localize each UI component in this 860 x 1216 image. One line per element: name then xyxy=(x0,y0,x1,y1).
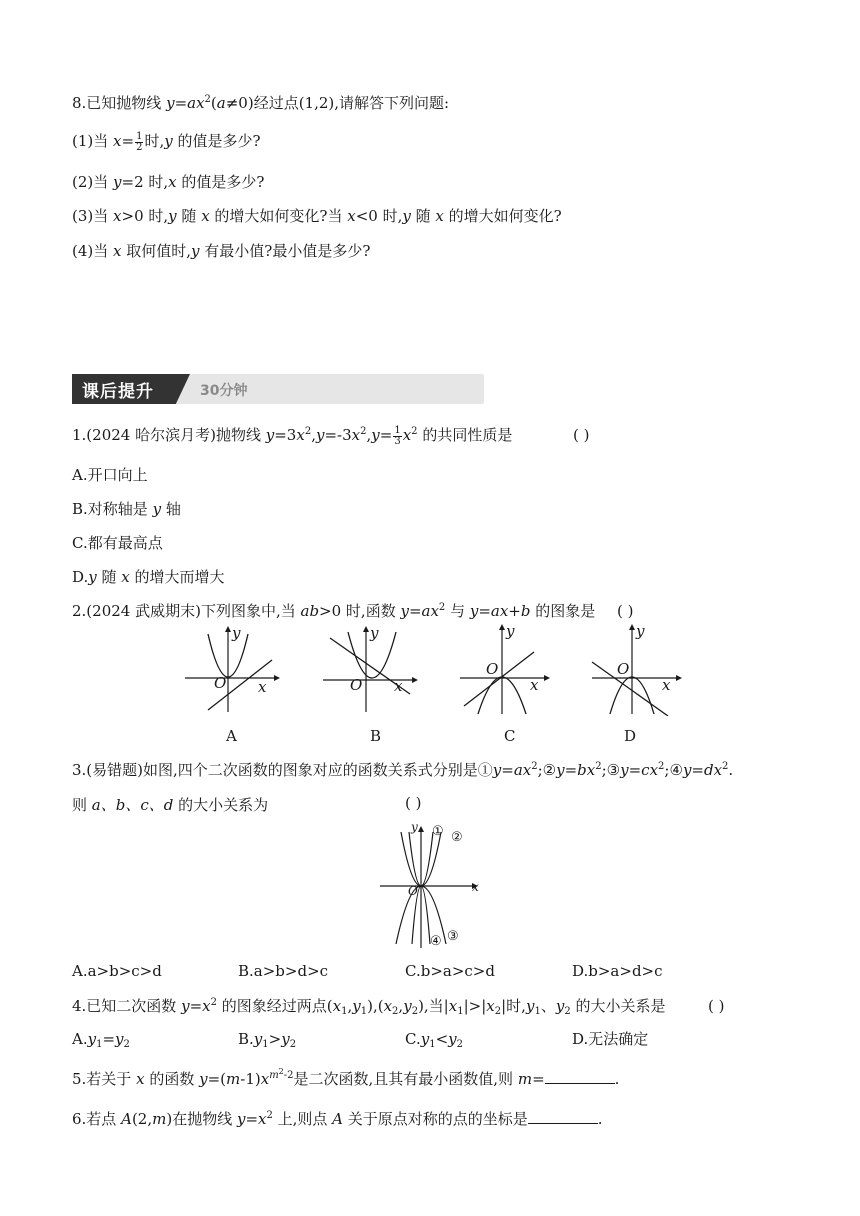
q6-answer-blank[interactable] xyxy=(528,1109,598,1124)
q2-b-origin: O xyxy=(350,676,363,694)
q2-label-b: B xyxy=(370,727,382,745)
q2-graph-a[interactable] xyxy=(180,624,280,716)
q2-label-a: A xyxy=(226,727,237,745)
q6-stem: 6.若点 A(2,m)在抛物线 $y=x^2$ 上,则点 A 关于原点对称的点的坐标是 . xyxy=(72,1110,603,1128)
q3-option-c[interactable]: C.b>a>c>d xyxy=(405,962,495,980)
q1-stem: 1.(2024 哈尔滨月考)抛物线 $y=3x^2,y=-3x^2,y=$ $\frac{1}{3}$ $x^2$ 的共同性质是 xyxy=(72,424,513,447)
q3-mark-1: ① xyxy=(432,824,444,839)
q3-stem-line2: 则 a、b、c、d 的大小关系为 xyxy=(72,796,269,814)
q4-option-c[interactable]: $C.y_1<y_2$ xyxy=(405,1030,464,1050)
q4-stem: 4.已知二次函数 $y=x^2$ 的图象经过两点$(x_1,y_1),(x_2,y_2)$,当$|x_1|>|x_2|$时$,y_1$、$y_2$ 的大小关系是 xyxy=(72,997,666,1017)
q3-x-label: x xyxy=(472,880,479,894)
q4-option-a[interactable]: $A.y_1=y_2$ xyxy=(72,1030,130,1050)
section-banner xyxy=(72,374,484,404)
q5-stem: 5.若关于 x 的函数 $y=(m-1)x^{m^2-2}$是二次函数,且其有最小函数值,则 m= . xyxy=(72,1067,620,1088)
q2-label-c: C xyxy=(504,727,516,745)
q2-d-origin: O xyxy=(617,660,630,678)
q2-a-origin: O xyxy=(214,674,227,692)
q3-option-d[interactable]: D.b>a>d>c xyxy=(572,962,663,980)
q1-option-b[interactable]: B.对称轴是 y 轴 xyxy=(72,500,181,518)
q3-y-label: y xyxy=(411,820,418,834)
q3-answer-paren[interactable]: ( ) xyxy=(405,794,422,812)
q3-mark-4: ④ xyxy=(430,934,442,949)
q3-option-a[interactable]: A.a>b>c>d xyxy=(72,962,162,980)
q4-option-d[interactable]: D.无法确定 xyxy=(572,1030,649,1048)
q3-mark-2: ② xyxy=(451,830,463,845)
q8-stem: 8.已知抛物线 $y=ax^2(a\ne 0)$经过点(1,2),请解答下列问题: xyxy=(72,94,450,112)
banner-time: 30分钟 xyxy=(200,383,248,399)
q4-answer-paren[interactable]: ( ) xyxy=(708,997,725,1015)
q2-c-y-label: y xyxy=(506,622,515,640)
q5-answer-blank[interactable] xyxy=(545,1069,615,1084)
q3-mark-3: ③ xyxy=(447,929,459,944)
q3-stem: 3.(易错题)如图,四个二次函数的图象对应的函数关系式分别是$①y=ax^2;②y=bx^2;③y=cx^2;④y=dx^2$. xyxy=(72,761,734,779)
q2-c-origin: O xyxy=(486,660,499,678)
q8-part4: (4)当 x 取何值时,y 有最小值?最小值是多少? xyxy=(72,242,371,260)
q2-a-y-label: y xyxy=(232,624,241,642)
q2-a-x-label: x xyxy=(258,678,267,696)
q1-option-d[interactable]: D.y 随 x 的增大而增大 xyxy=(72,568,225,586)
q2-d-x-label: x xyxy=(662,676,671,694)
q2-b-y-label: y xyxy=(370,624,379,642)
q2-d-y-label: y xyxy=(636,622,645,640)
q2-answer-paren[interactable]: ( ) xyxy=(617,602,634,620)
q4-option-b[interactable]: $B.y_1>y_2$ xyxy=(238,1030,297,1050)
banner-title: 课后提升 xyxy=(82,382,154,402)
q1-answer-paren[interactable]: ( ) xyxy=(573,426,590,444)
q3-origin: O xyxy=(408,884,418,898)
q2-b-x-label: x xyxy=(394,677,403,695)
q8-part3: (3)当 x>0 时,y 随 x 的增大如何变化?当 x<0 时,y 随 x 的增大如何变化? xyxy=(72,207,562,225)
q1-option-a[interactable]: A.开口向上 xyxy=(72,466,148,484)
q8-part1: (1)当 x= $\frac{1}{2}$ 时,y 的值是多少? xyxy=(72,130,261,153)
q8-part2: (2)当 y=2 时,x 的值是多少? xyxy=(72,173,265,191)
q2-graph-b[interactable] xyxy=(318,624,418,716)
q2-stem: 2.(2024 武威期末)下列图象中,当 ab>0 时,函数 $y=ax^2$ 与 y=ax+b 的图象是 xyxy=(72,602,596,620)
q3-option-b[interactable]: B.a>b>d>c xyxy=(238,962,329,980)
q2-label-d: D xyxy=(624,727,637,745)
q1-option-c[interactable]: C.都有最高点 xyxy=(72,534,163,552)
q2-c-x-label: x xyxy=(530,676,539,694)
